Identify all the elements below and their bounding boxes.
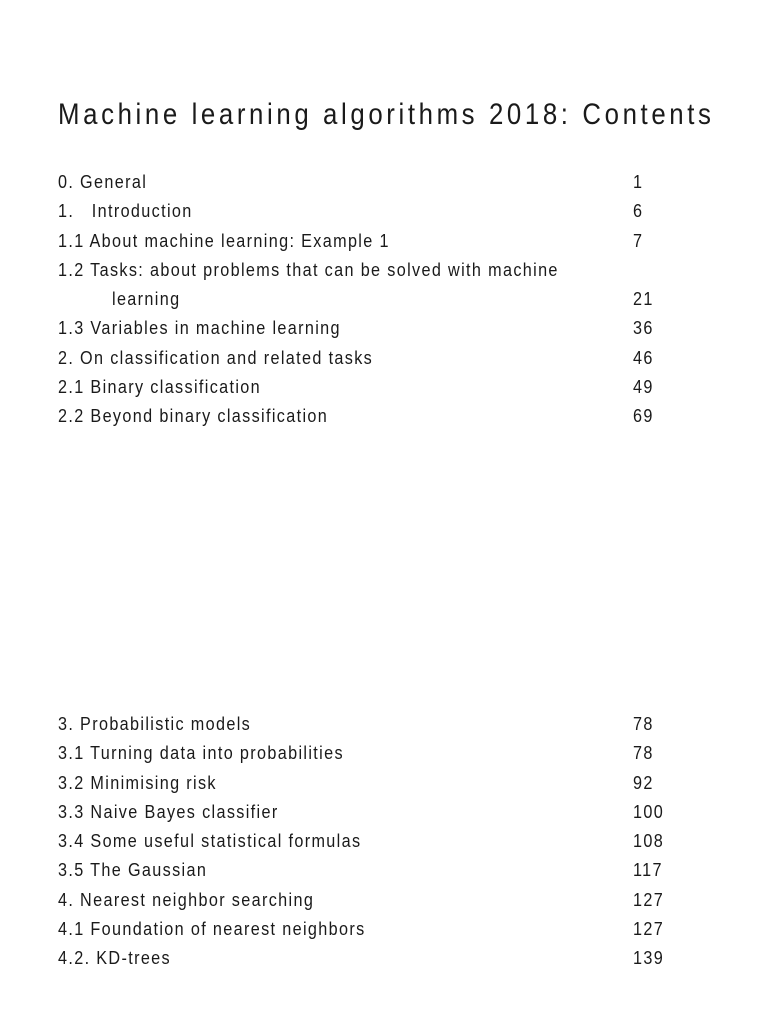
toc-entry-page: 46 [633, 347, 654, 368]
toc-entry-page: 7 [633, 230, 644, 251]
toc-entry-label: 2.1 Binary classification [58, 377, 262, 398]
toc-entry-page: 78 [633, 714, 654, 734]
toc-entry-label: 1.1 About machine learning: Example 1 [58, 230, 390, 251]
toc-entry-label: 3.3 Naive Bayes classifier [58, 801, 279, 822]
toc-entry [58, 944, 678, 973]
toc-entry [58, 827, 678, 856]
toc-section-2 [58, 710, 678, 974]
toc-entry-label: 4.2. KD-trees [58, 948, 171, 969]
toc-entry-label: 3.2 Minimising risk [58, 772, 217, 793]
toc-entry-label: 0. General [58, 172, 148, 192]
toc-entry-page: 69 [633, 406, 654, 427]
toc-entry [58, 227, 678, 256]
toc-entry [58, 739, 678, 768]
toc-entry-page: 1 [633, 172, 644, 192]
toc-entry [58, 256, 678, 315]
toc-entry-label: 1.3 Variables in machine learning [58, 318, 341, 339]
toc-entry-page: 92 [633, 772, 654, 793]
toc-entry-page: 127 [633, 919, 665, 940]
toc-entry-page: 21 [633, 289, 654, 310]
toc-entry-page: 139 [633, 948, 665, 969]
toc-entry-label: 4. Nearest neighbor searching [58, 889, 315, 910]
toc-entry-label: 3.4 Some useful statistical formulas [58, 831, 362, 852]
toc-entry-label: 3. Probabilistic models [58, 714, 252, 734]
page-title: Machine learning algorithms 2018: Contents [58, 98, 715, 131]
toc-entry-label [58, 256, 559, 315]
toc-entry [58, 769, 678, 798]
toc-entry-label-line1: 1.2 Tasks: about problems that can be solved with machine [58, 259, 559, 280]
toc-entry-page: 108 [633, 831, 665, 852]
toc-entry-label: 3.1 Turning data into probabilities [58, 743, 344, 764]
toc-entry [58, 344, 678, 373]
toc-entry-label: 4.1 Foundation of nearest neighbors [58, 919, 366, 940]
toc-entry-label-line2: learning [112, 289, 181, 310]
toc-entry [58, 710, 678, 739]
toc-entry [58, 197, 678, 226]
toc-entry [58, 314, 678, 343]
toc-entry-label: 3.5 The Gaussian [58, 860, 208, 881]
toc-entry-page: 6 [633, 201, 644, 222]
toc-entry [58, 915, 678, 944]
toc-entry-page: 127 [633, 889, 665, 910]
toc-entry-label: 2. On classification and related tasks [58, 347, 374, 368]
toc-entry-label: 1. Introduction [58, 201, 193, 222]
toc-entry-page: 36 [633, 318, 654, 339]
toc-entry [58, 402, 678, 431]
toc-section-1 [58, 168, 678, 432]
toc-entry-page: 78 [633, 743, 654, 764]
toc-entry-label: 2.2 Beyond binary classification [58, 406, 329, 427]
toc-entry [58, 373, 678, 402]
toc-entry [58, 798, 678, 827]
toc-entry [58, 856, 678, 885]
toc-entry [58, 168, 678, 197]
toc-entry-page: 49 [633, 377, 654, 398]
toc-entry-page: 100 [633, 801, 665, 822]
toc-entry [58, 886, 678, 915]
toc-entry-page: 117 [633, 860, 663, 881]
